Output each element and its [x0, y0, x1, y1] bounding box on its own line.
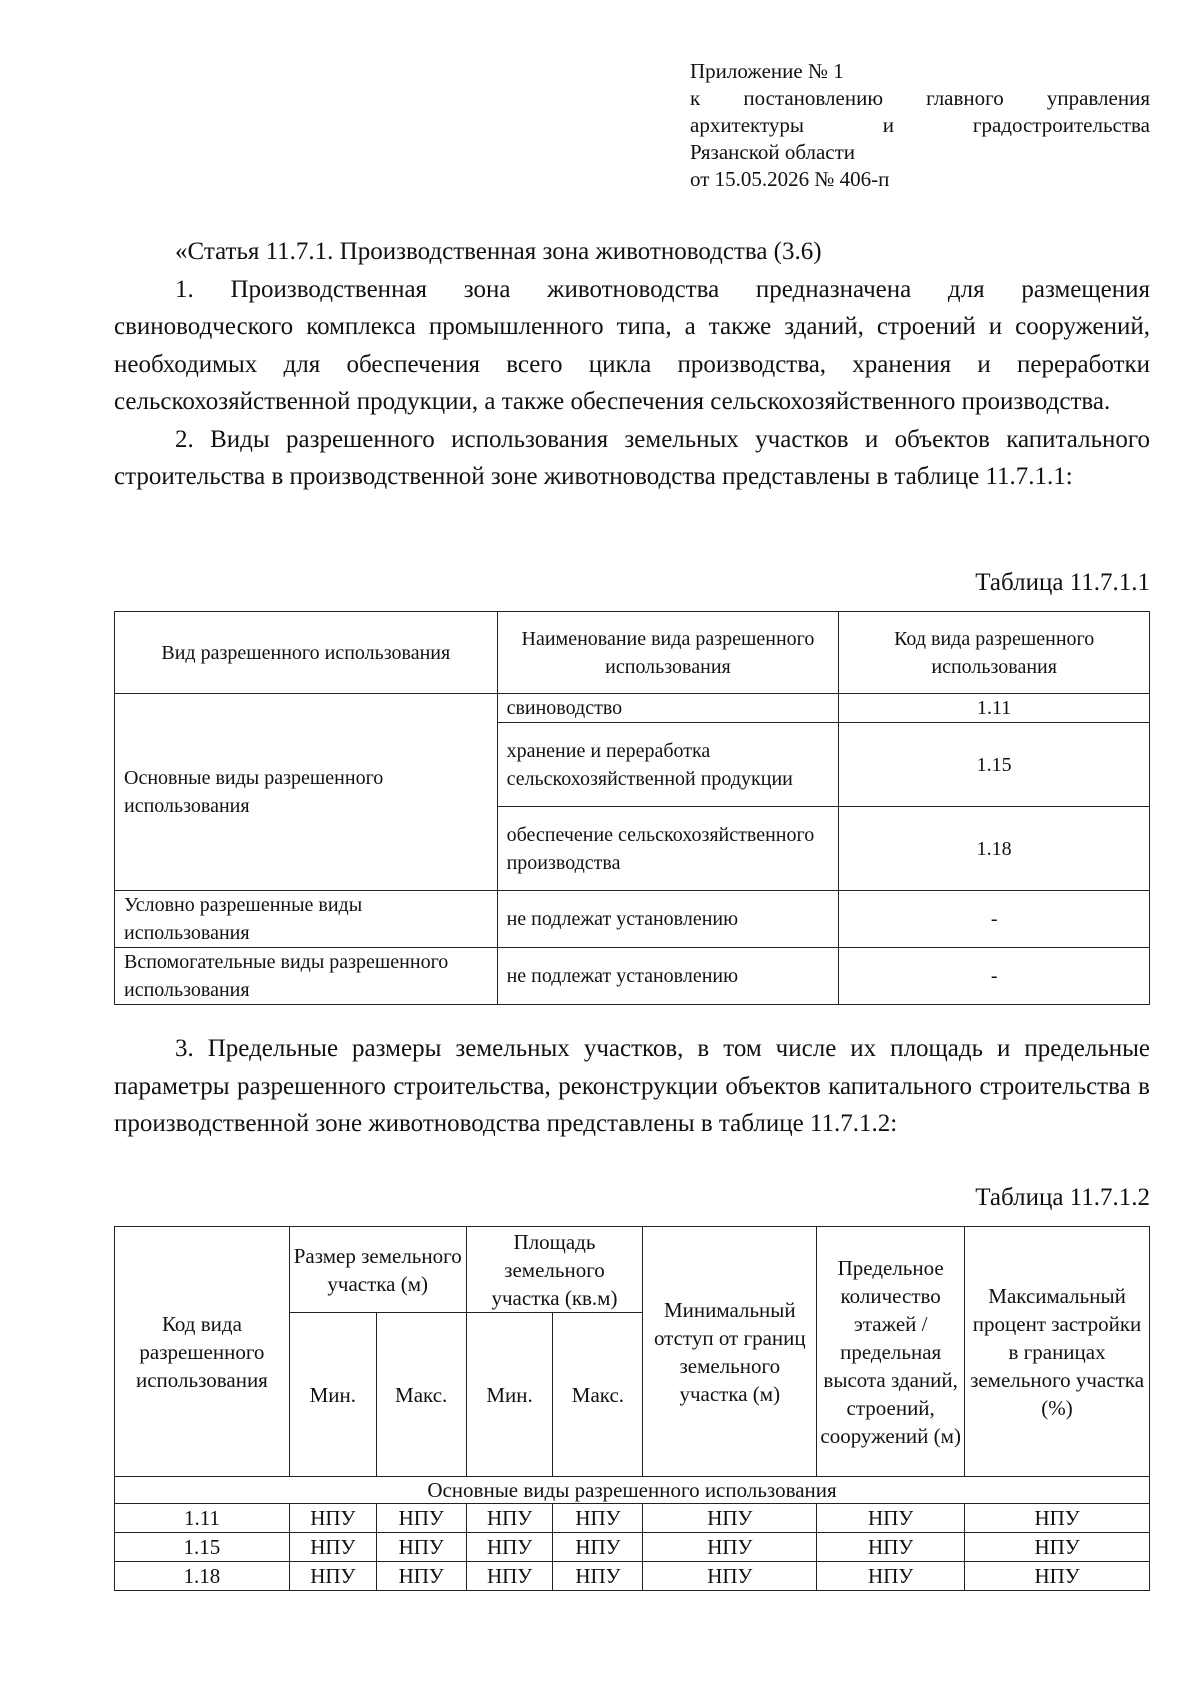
table-cell: НПУ — [553, 1562, 643, 1591]
header-cell: Предельное количество этажей / предельная высота зданий, строений, сооружений (м) — [817, 1227, 965, 1477]
table-cell: 1.15 — [839, 723, 1150, 807]
header-cell: Максимальный процент застройки в границах земельного участка (%) — [965, 1227, 1150, 1477]
table-row — [115, 1504, 1150, 1533]
appendix-title: Приложение № 1 — [690, 59, 844, 83]
header-cell: Размер земельного участка (м) — [289, 1227, 466, 1313]
table-cell: не подлежат установлению — [497, 948, 839, 1005]
appendix-line: к постановлению главного управления — [690, 86, 1150, 110]
table-header-row — [115, 612, 1150, 694]
table-cell: НПУ — [466, 1533, 553, 1562]
row-label: Вспомогательные виды разрешенного использования — [115, 948, 498, 1005]
table-cell: НПУ — [817, 1562, 965, 1591]
paragraph-2: 2. Виды разрешенного использования земельных участков и объектов капитального строительства в производственной зоне животноводства представлены в таблице 11.7.1.1: — [114, 425, 1150, 490]
table-cell: НПУ — [376, 1562, 466, 1591]
article-body — [114, 233, 1150, 496]
code-cell: 1.15 — [115, 1533, 290, 1562]
table-cell: свиноводство — [497, 694, 839, 723]
table-cell: НПУ — [965, 1533, 1150, 1562]
table-cell: НПУ — [553, 1504, 643, 1533]
paragraph-3: 3. Предельные размеры земельных участков, в том числе их площадь и предельные параметры разрешенного строительства, реконструкции объектов капитального строительства в производственной зоне животноводства представлены в таблице 11.7.1.2: — [114, 1035, 1150, 1137]
table-row — [115, 694, 1150, 723]
header-cell: Вид разрешенного использования — [115, 612, 498, 694]
appendix-date: от 15.05.2026 № 406-п — [690, 167, 890, 191]
table-cell: обеспечение сельскохозяйственного производства — [497, 807, 839, 891]
table-cell: НПУ — [289, 1533, 376, 1562]
header-cell: Мин. — [289, 1313, 376, 1477]
table-cell: не подлежат установлению — [497, 891, 839, 948]
table-cell: НПУ — [643, 1533, 817, 1562]
header-cell: Минимальный отступ от границ земельного участка (м) — [643, 1227, 817, 1477]
permitted-use-table — [114, 611, 1150, 1005]
section-row — [115, 1477, 1150, 1504]
table-cell: НПУ — [817, 1533, 965, 1562]
paragraph-1: 1. Производственная зона животноводства предназначена для размещения свиноводческого комплекса промышленного типа, а также зданий, строений и сооружений, необходимых для обеспечения всего цикла производства, хранения и переработки сельскохозяйственной продукции, а также обеспечения сельскохозяйственного производства. — [114, 275, 1150, 415]
appendix-line: архитектуры и градостроительства — [690, 113, 1150, 137]
table-row — [115, 891, 1150, 948]
code-cell: 1.18 — [115, 1562, 290, 1591]
table-caption: Таблица 11.7.1.1 — [975, 569, 1150, 596]
table-cell: НПУ — [965, 1504, 1150, 1533]
header-cell: Площадь земельного участка (кв.м) — [466, 1227, 643, 1313]
table-cell: НПУ — [817, 1504, 965, 1533]
table-cell: хранение и переработка сельскохозяйственной продукции — [497, 723, 839, 807]
table-cell: НПУ — [376, 1504, 466, 1533]
table-cell: НПУ — [376, 1533, 466, 1562]
table-cell: - — [839, 891, 1150, 948]
table-cell: 1.18 — [839, 807, 1150, 891]
table-cell: НПУ — [289, 1562, 376, 1591]
header-cell: Код вида разрешенного использования — [115, 1227, 290, 1477]
table-cell: НПУ — [643, 1504, 817, 1533]
table-cell: НПУ — [965, 1562, 1150, 1591]
parameters-table — [114, 1226, 1150, 1591]
row-label: Условно разрешенные виды использования — [115, 891, 498, 948]
code-cell: 1.11 — [115, 1504, 290, 1533]
section-label: Основные виды разрешенного использования — [115, 1477, 1150, 1504]
table-header-row — [115, 1227, 1150, 1313]
header-cell: Наименование вида разрешенного использования — [497, 612, 839, 694]
table-cell: 1.11 — [839, 694, 1150, 723]
header-cell: Макс. — [553, 1313, 643, 1477]
table-cell: НПУ — [289, 1504, 376, 1533]
article-title: «Статья 11.7.1. Производственная зона животноводства (3.6) — [175, 238, 822, 265]
appendix-line: Рязанской области — [690, 140, 856, 164]
table-caption: Таблица 11.7.1.2 — [975, 1184, 1150, 1211]
table-row — [115, 1562, 1150, 1591]
table-cell: - — [839, 948, 1150, 1005]
table-cell: НПУ — [643, 1562, 817, 1591]
header-cell: Код вида разрешенного использования — [839, 612, 1150, 694]
table-row — [115, 1533, 1150, 1562]
row-label: Основные виды разрешенного использования — [115, 694, 498, 891]
table-cell: НПУ — [466, 1562, 553, 1591]
table-row — [115, 948, 1150, 1005]
table-cell: НПУ — [553, 1533, 643, 1562]
table-cell: НПУ — [466, 1504, 553, 1533]
article-body-2 — [114, 1030, 1150, 1143]
header-cell: Макс. — [376, 1313, 466, 1477]
appendix-header — [690, 58, 1150, 193]
header-cell: Мин. — [466, 1313, 553, 1477]
